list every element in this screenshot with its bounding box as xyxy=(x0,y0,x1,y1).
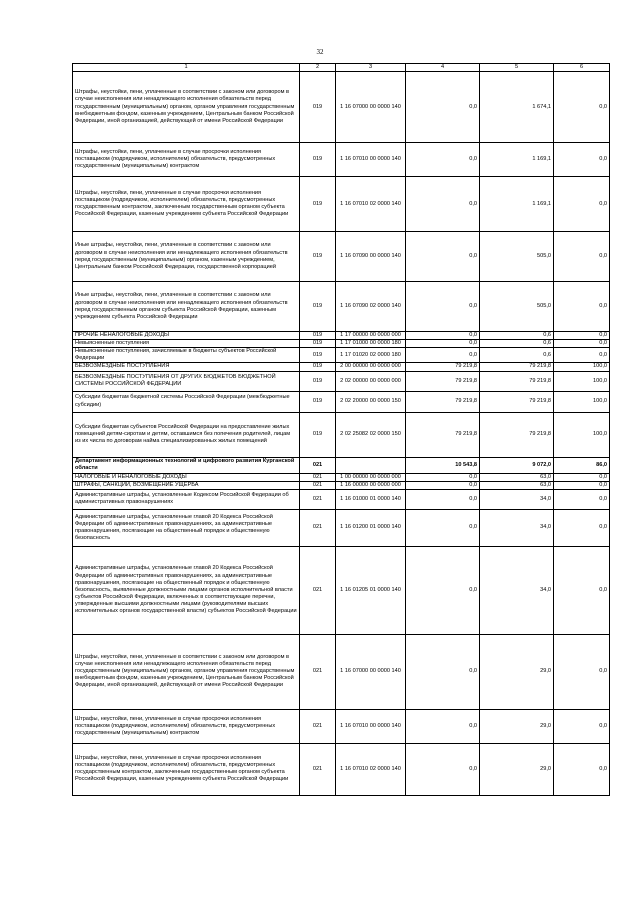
row-name-cell: БЕЗВОЗМЕЗДНЫЕ ПОСТУПЛЕНИЯ xyxy=(73,363,300,371)
actual-value-cell: 29,0 xyxy=(480,743,554,795)
admin-code-cell: 019 xyxy=(300,143,336,177)
table-row xyxy=(73,634,610,709)
actual-value-cell: 63,0 xyxy=(480,473,554,481)
plan-value-cell: 0,0 xyxy=(406,282,480,332)
table-row xyxy=(73,457,610,473)
percent-cell: 0,0 xyxy=(554,348,610,363)
table-row xyxy=(73,473,610,481)
plan-value-cell: 0,0 xyxy=(406,634,480,709)
percent-cell: 100,0 xyxy=(554,391,610,412)
admin-code-cell: 021 xyxy=(300,546,336,634)
actual-value-cell: 34,0 xyxy=(480,489,554,509)
row-name-cell: Департамент информационных технологий и цифрового развития Курганской области xyxy=(73,457,300,473)
table-row xyxy=(73,481,610,489)
budget-code-cell: 1 16 07090 00 0000 140 xyxy=(336,232,406,282)
admin-code-cell: 021 xyxy=(300,481,336,489)
row-name-cell: Штрафы, неустойки, пени, уплаченные в случае просрочки исполнения поставщиком (подрядчиком, исполнителем) обязательств, предусмотренных государственным контрактом, заключенным государственным органом субъекта Российской Федерации, казенным учреждением субъекта Российской Федерации xyxy=(73,743,300,795)
admin-code-cell: 019 xyxy=(300,348,336,363)
plan-value-cell: 79 219,8 xyxy=(406,391,480,412)
row-name-cell: НАЛОГОВЫЕ И НЕНАЛОГОВЫЕ ДОХОДЫ xyxy=(73,473,300,481)
plan-value-cell: 0,0 xyxy=(406,143,480,177)
percent-cell: 0,0 xyxy=(554,481,610,489)
budget-code-cell: 1 16 07000 00 0000 140 xyxy=(336,72,406,143)
plan-value-cell: 0,0 xyxy=(406,509,480,546)
actual-value-cell: 505,0 xyxy=(480,282,554,332)
budget-code-cell: 1 16 00000 00 0000 000 xyxy=(336,481,406,489)
budget-code-cell: 1 17 01020 02 0000 180 xyxy=(336,348,406,363)
plan-value-cell: 0,0 xyxy=(406,473,480,481)
plan-value-cell: 10 543,8 xyxy=(406,457,480,473)
row-name-cell: Штрафы, неустойки, пени, уплаченные в случае просрочки исполнения поставщиком (подрядчиком, исполнителем) обязательств, предусмотренных государственным (муниципальным) контрактом xyxy=(73,709,300,743)
budget-code-cell: 2 02 20000 00 0000 150 xyxy=(336,391,406,412)
budget-code-cell: 1 16 07010 00 0000 140 xyxy=(336,143,406,177)
percent-cell: 100,0 xyxy=(554,412,610,457)
percent-cell: 0,0 xyxy=(554,509,610,546)
actual-value-cell: 9 072,0 xyxy=(480,457,554,473)
column-header: 2 xyxy=(300,64,336,72)
table-row xyxy=(73,332,610,340)
admin-code-cell: 021 xyxy=(300,473,336,481)
budget-code-cell: 1 16 07000 00 0000 140 xyxy=(336,634,406,709)
plan-value-cell: 0,0 xyxy=(406,332,480,340)
table-row xyxy=(73,412,610,457)
percent-cell: 100,0 xyxy=(554,371,610,391)
table-row xyxy=(73,72,610,143)
row-name-cell: Штрафы, неустойки, пени, уплаченные в соответствии с законом или договором в случае неисполнения или ненадлежащего исполнения обязательств перед государственным (муниципальным) органом, органом управления государственным внебюджетным фондом, казенным учреждением, Центральным банком Российской Федерации, иной организацией, действующей от имени Российской Федерации xyxy=(73,634,300,709)
percent-cell: 0,0 xyxy=(554,489,610,509)
budget-code-cell: 1 17 01000 00 0000 180 xyxy=(336,340,406,348)
percent-cell: 0,0 xyxy=(554,473,610,481)
row-name-cell: Иные штрафы, неустойки, пени, уплаченные в соответствии с законом или договором в случае неисполнения или ненадлежащего исполнения обязательств перед государственным (муниципальным) органом, казенным учреждением, Центральным банком Российской Федерации, государственной корпорацией xyxy=(73,232,300,282)
actual-value-cell: 1 169,1 xyxy=(480,143,554,177)
budget-code-cell: 2 02 00000 00 0000 000 xyxy=(336,371,406,391)
plan-value-cell: 0,0 xyxy=(406,546,480,634)
actual-value-cell: 29,0 xyxy=(480,634,554,709)
actual-value-cell: 0,6 xyxy=(480,332,554,340)
table-row xyxy=(73,143,610,177)
actual-value-cell: 29,0 xyxy=(480,709,554,743)
table-row xyxy=(73,371,610,391)
row-name-cell: Невыясненные поступления, зачисляемые в бюджеты субъектов Российской Федерации xyxy=(73,348,300,363)
admin-code-cell: 019 xyxy=(300,391,336,412)
plan-value-cell: 0,0 xyxy=(406,232,480,282)
plan-value-cell: 0,0 xyxy=(406,743,480,795)
actual-value-cell: 34,0 xyxy=(480,546,554,634)
table-row xyxy=(73,709,610,743)
plan-value-cell: 0,0 xyxy=(406,489,480,509)
budget-code-cell: 2 02 25082 02 0000 150 xyxy=(336,412,406,457)
admin-code-cell: 021 xyxy=(300,634,336,709)
row-name-cell: Иные штрафы, неустойки, пени, уплаченные в соответствии с законом или договором в случае неисполнения или ненадлежащего исполнения обязательств перед государственным органом субъекта Российской Федерации, казенным учреждением субъекта Российской Федерации xyxy=(73,282,300,332)
column-header: 1 xyxy=(73,64,300,72)
plan-value-cell: 0,0 xyxy=(406,72,480,143)
plan-value-cell: 0,0 xyxy=(406,709,480,743)
actual-value-cell: 1 674,1 xyxy=(480,72,554,143)
table-row xyxy=(73,177,610,232)
table-header-row xyxy=(73,64,610,72)
plan-value-cell: 79 219,8 xyxy=(406,371,480,391)
percent-cell: 0,0 xyxy=(554,743,610,795)
table-row xyxy=(73,363,610,371)
column-header: 4 xyxy=(406,64,480,72)
row-name-cell: Субсидии бюджетам бюджетной системы Российской Федерации (межбюджетные субсидии) xyxy=(73,391,300,412)
row-name-cell: Субсидии бюджетам субъектов Российской Федерации на предоставление жилых помещений детям-сиротам и детям, оставшимся без попечения родителей, лицам из их числа по договорам найма специализированных жилых помещений xyxy=(73,412,300,457)
admin-code-cell: 021 xyxy=(300,489,336,509)
budget-code-cell: 1 16 07010 02 0000 140 xyxy=(336,743,406,795)
row-name-cell: Штрафы, неустойки, пени, уплаченные в случае просрочки исполнения поставщиком (подрядчиком, исполнителем) обязательств, предусмотренных государственным (муниципальным) контрактом xyxy=(73,143,300,177)
admin-code-cell: 019 xyxy=(300,371,336,391)
admin-code-cell: 019 xyxy=(300,412,336,457)
actual-value-cell: 63,0 xyxy=(480,481,554,489)
row-name-cell: БЕЗВОЗМЕЗДНЫЕ ПОСТУПЛЕНИЯ ОТ ДРУГИХ БЮДЖЕТОВ БЮДЖЕТНОЙ СИСТЕМЫ РОССИЙСКОЙ ФЕДЕРАЦИИ xyxy=(73,371,300,391)
percent-cell: 0,0 xyxy=(554,332,610,340)
actual-value-cell: 34,0 xyxy=(480,509,554,546)
percent-cell: 0,0 xyxy=(554,143,610,177)
column-header: 5 xyxy=(480,64,554,72)
percent-cell: 86,0 xyxy=(554,457,610,473)
row-name-cell: Административные штрафы, установленные главой 20 Кодекса Российской Федерации об административных правонарушениях, за административные правонарушения, посягающие на общественный порядок и общественную безопасность xyxy=(73,509,300,546)
admin-code-cell: 019 xyxy=(300,340,336,348)
percent-cell: 0,0 xyxy=(554,340,610,348)
admin-code-cell: 019 xyxy=(300,332,336,340)
table-row xyxy=(73,340,610,348)
row-name-cell: Штрафы, неустойки, пени, уплаченные в соответствии с законом или договором в случае неисполнения или ненадлежащего исполнения обязательств перед государственным (муниципальным) органом, органом управления государственным внебюджетным фондом, казенным учреждением, Центральным банком Российской Федерации, иной организацией, действующей от имени Российской Федерации xyxy=(73,72,300,143)
actual-value-cell: 79 219,8 xyxy=(480,363,554,371)
budget-code-cell: 1 16 07010 00 0000 140 xyxy=(336,709,406,743)
admin-code-cell: 021 xyxy=(300,509,336,546)
admin-code-cell: 021 xyxy=(300,457,336,473)
table-row xyxy=(73,546,610,634)
table-row xyxy=(73,282,610,332)
admin-code-cell: 019 xyxy=(300,282,336,332)
actual-value-cell: 1 169,1 xyxy=(480,177,554,232)
actual-value-cell: 79 219,8 xyxy=(480,371,554,391)
actual-value-cell: 79 219,8 xyxy=(480,391,554,412)
row-name-cell: ПРОЧИЕ НЕНАЛОГОВЫЕ ДОХОДЫ xyxy=(73,332,300,340)
budget-code-cell xyxy=(336,457,406,473)
row-name-cell: Невыясненные поступления xyxy=(73,340,300,348)
plan-value-cell: 0,0 xyxy=(406,177,480,232)
percent-cell: 0,0 xyxy=(554,232,610,282)
percent-cell: 0,0 xyxy=(554,282,610,332)
budget-code-cell: 1 16 01205 01 0000 140 xyxy=(336,546,406,634)
table-row xyxy=(73,391,610,412)
table-row xyxy=(73,743,610,795)
plan-value-cell: 0,0 xyxy=(406,481,480,489)
row-name-cell: ШТРАФЫ, САНКЦИИ, ВОЗМЕЩЕНИЕ УЩЕРБА xyxy=(73,481,300,489)
actual-value-cell: 79 219,8 xyxy=(480,412,554,457)
percent-cell: 100,0 xyxy=(554,363,610,371)
percent-cell: 0,0 xyxy=(554,709,610,743)
admin-code-cell: 019 xyxy=(300,177,336,232)
admin-code-cell: 019 xyxy=(300,72,336,143)
plan-value-cell: 79 219,8 xyxy=(406,363,480,371)
percent-cell: 0,0 xyxy=(554,546,610,634)
table-row xyxy=(73,509,610,546)
admin-code-cell: 021 xyxy=(300,743,336,795)
percent-cell: 0,0 xyxy=(554,634,610,709)
plan-value-cell: 0,0 xyxy=(406,348,480,363)
row-name-cell: Штрафы, неустойки, пени, уплаченные в случае просрочки исполнения поставщиком (подрядчиком, исполнителем) обязательств, предусмотренных государственным контрактом, заключенным государственным органом субъекта Российской Федерации, казенным учреждением субъекта Российской Федерации xyxy=(73,177,300,232)
page-number: 32 xyxy=(316,48,324,56)
row-name-cell: Административные штрафы, установленные главой 20 Кодекса Российской Федерации об административных правонарушениях, за административные правонарушения, посягающие на общественный порядок и общественную безопасность, выявленные должностными лицами органов исполнительной власти субъектов Российской Федерации, включенных в соответствующие перечни, утвержденные высшими должностными лицами (руководителями высших исполнительных органов государственной власти) субъектов Российской Федерации xyxy=(73,546,300,634)
percent-cell: 0,0 xyxy=(554,177,610,232)
budget-code-cell: 1 00 00000 00 0000 000 xyxy=(336,473,406,481)
admin-code-cell: 019 xyxy=(300,232,336,282)
revenue-table xyxy=(72,63,610,796)
admin-code-cell: 021 xyxy=(300,709,336,743)
plan-value-cell: 79 219,8 xyxy=(406,412,480,457)
row-name-cell: Административные штрафы, установленные Кодексом Российской Федерации об административных правонарушениях xyxy=(73,489,300,509)
table-row xyxy=(73,232,610,282)
actual-value-cell: 505,0 xyxy=(480,232,554,282)
budget-code-cell: 1 16 01000 01 0000 140 xyxy=(336,489,406,509)
plan-value-cell: 0,0 xyxy=(406,340,480,348)
table-row xyxy=(73,348,610,363)
actual-value-cell: 0,6 xyxy=(480,340,554,348)
budget-code-cell: 2 00 00000 00 0000 000 xyxy=(336,363,406,371)
column-header: 3 xyxy=(336,64,406,72)
actual-value-cell: 0,6 xyxy=(480,348,554,363)
budget-code-cell: 1 16 07010 02 0000 140 xyxy=(336,177,406,232)
admin-code-cell: 019 xyxy=(300,363,336,371)
table-row xyxy=(73,489,610,509)
budget-code-cell: 1 17 00000 00 0000 000 xyxy=(336,332,406,340)
budget-code-cell: 1 16 07090 02 0000 140 xyxy=(336,282,406,332)
budget-code-cell: 1 16 01200 01 0000 140 xyxy=(336,509,406,546)
column-header: 6 xyxy=(554,64,610,72)
percent-cell: 0,0 xyxy=(554,72,610,143)
